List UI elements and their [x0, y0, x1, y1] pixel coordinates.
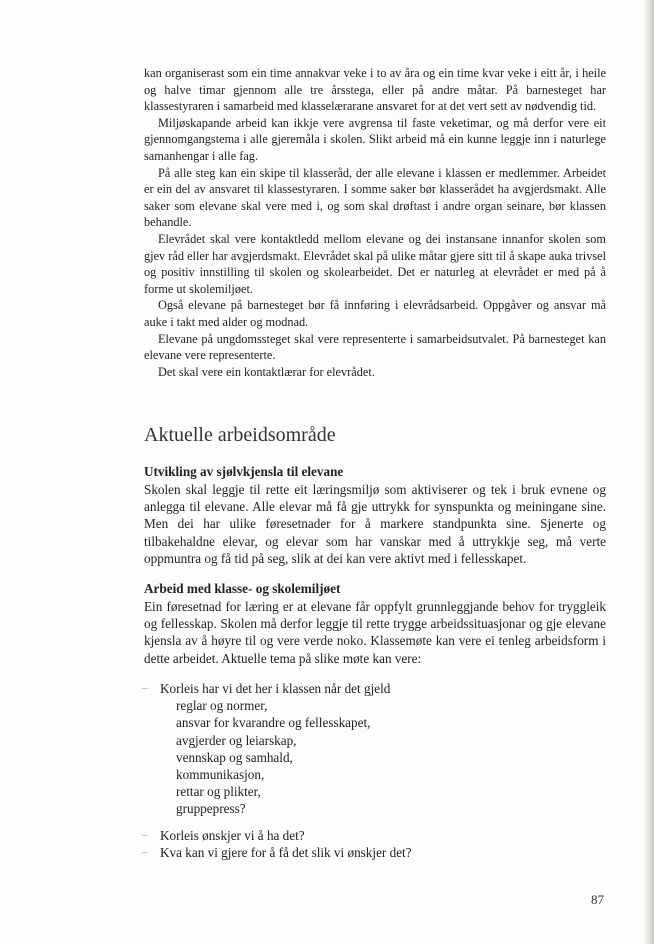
sub-list-item: rettar og plikter, [176, 784, 261, 800]
paragraph: På alle steg kan ein skipe til klasseråd, der alle elevane i klassen er medlemmer. Arbeidet er ein del av ansvaret til klassestyraren. I somme saker bør klasserådet ha avgjerdsmakt. Alle saker som elevane skal vere med i, og som skal drøftast i andre organ seinare, bør klassen behandle. [144, 165, 606, 230]
list-item [144, 680, 606, 697]
subsection-text: Skolen skal leggje til rette eit læringsmiljø som aktiviserer og tek i bruk evnene og anlegga til elevane. Alle elevar må få gje uttrykk for synspunkta og meiningane sine. Men dei har ulike føresetnader for å markere standpunkta sine. Sjenerte og tilbakehaldne elevar, og elevar som har vanskar med å uttrykkje seg, må verte oppmuntra og få tid på seg, slik at dei kan vere aktivt med i fellesskapet. [144, 482, 606, 566]
paragraph: Miljøskapande arbeid kan ikkje vere avgrensa til faste veketimar, og må derfor vere eit gjennomgangstema i alle gjeremåla i skolen. Slikt arbeid må ein kunne leggje inn i naturlege samanhengar i alle fag. [144, 115, 606, 163]
sub-list-item: ansvar for kvarandre og fellesskapet, [176, 715, 371, 731]
sub-list [144, 697, 606, 817]
list-item [144, 827, 606, 844]
paragraph: Også elevane på barnesteget bør få innføring i elevrådsarbeid. Oppgåver og ansvar må auke i takt med alder og modnad. [144, 298, 606, 329]
intro-text [144, 65, 606, 380]
list-item-text: Kva kan vi gjere for å få det slik vi ønskjer det? [160, 845, 412, 861]
list-item [144, 844, 606, 861]
sub-list-item: gruppepress? [176, 801, 246, 817]
list-item-text: Korleis ønskjer vi å ha det? [160, 828, 305, 843]
sub-list-item: kommunikasjon, [176, 767, 265, 783]
paragraph: Elevane på ungdomssteget skal vere representerte i samarbeidsutvalet. På barnesteget kan elevane vere representerte. [144, 331, 606, 363]
page-number: 87 [591, 892, 604, 907]
page-edge-shadow [644, 0, 654, 944]
list-item-text: Korleis har vi det her i klassen når det gjeld [160, 681, 391, 696]
paragraph: kan organiserast som ein time annakvar veke i to av åra og ein time kvar veke i eitt år, i heile og halve timar gjennom alle tre årsstega, eller på andre måtar. På barnesteget har klassestyraren i samarbeid med klasselærarane ansvaret for at det vert sett av nødvendig tid. [144, 66, 606, 114]
subsection-heading: Arbeid med klasse- og skolemiljøet [144, 581, 341, 596]
paragraph: Det skal vere ein kontaktlærar for elevrådet. [158, 364, 375, 379]
paragraph: Elevrådet skal vere kontaktledd mellom elevane og dei instansane innanfor skolen som gjev råd eller har avgjerdsmakt. Elevrådet skal på ulike måtar gjere sitt til å skape auka trivsel og positiv innstilling til skolen og skolearbeidet. Det er naturleg at elevrådet er med på å forme ut skolemiljøet. [144, 231, 606, 296]
sub-list-item: reglar og normer, [176, 698, 268, 714]
sub-list-item: vennskap og samhald, [176, 749, 293, 765]
section-heading: Aktuelle arbeidsområde [144, 424, 336, 446]
question-list [144, 827, 606, 861]
sub-list-item: avgjerder og leiarskap, [176, 732, 297, 748]
subsection-text: Ein føresetnad for læring er at elevane får oppfylt grunnleggjande behov for tryggleik og fellesskap. Skolen må derfor leggje til rette trygge arbeidssituasjonar og gje elevane kjensla av å høyre til og vere verde noko. Klassemøte kan vere ei tenleg arbeidsform i dette arbeidet. Aktuelle tema på slike møte kan vere: [144, 599, 606, 666]
dash-bullet: – [142, 846, 148, 859]
dash-bullet: – [142, 829, 148, 841]
dash-bullet: – [142, 682, 148, 694]
subsection-class-environment [144, 580, 606, 667]
subsection-heading: Utvikling av sjølvkjensla til elevane [144, 464, 344, 479]
topic-list [144, 680, 606, 818]
subsection-self-esteem [144, 463, 606, 567]
